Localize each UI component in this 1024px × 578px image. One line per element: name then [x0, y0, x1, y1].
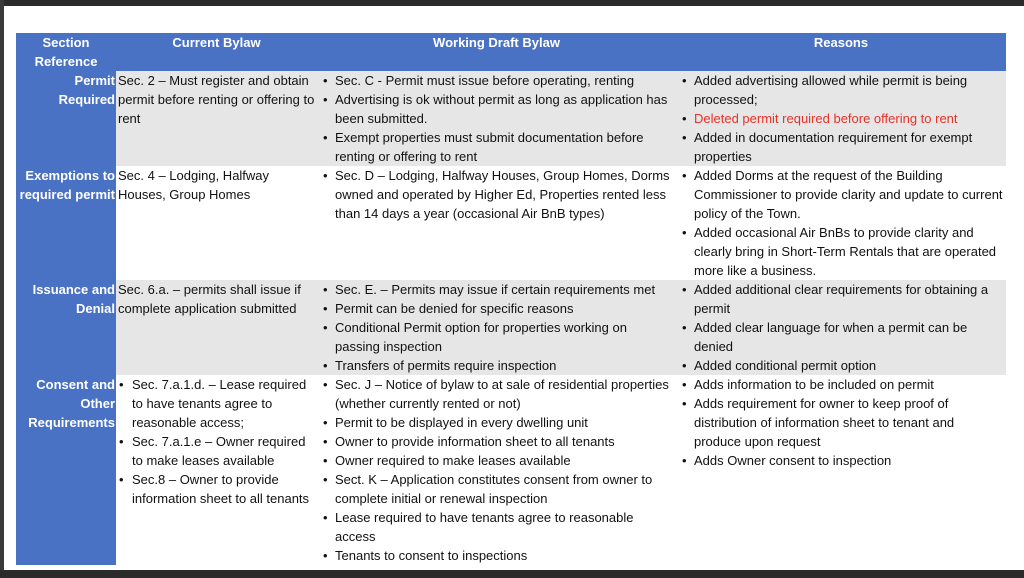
- list-item: • Added additional clear requirements for obtaining a permit: [678, 280, 1004, 318]
- header-row: [16, 33, 1006, 71]
- list-item: • Added conditional permit option: [678, 356, 1004, 375]
- list-item: • Sec. J – Notice of bylaw to at sale of residential properties (whether currently rented or not): [319, 375, 674, 413]
- list-item: • Sec.8 – Owner to provide information sheet to all tenants: [118, 470, 315, 508]
- list-item: • Adds Owner consent to inspection: [678, 451, 1004, 470]
- window-top-bar: [0, 0, 1024, 6]
- current-bylaw-cell: [116, 280, 317, 375]
- section-reference: Issuance and Denial: [16, 280, 116, 375]
- current-bylaw-text: Sec. 2 – Must register and obtain permit before renting or offering to rent: [118, 73, 315, 126]
- table-row: [16, 375, 1006, 565]
- draft-bylaw-cell: [317, 166, 676, 280]
- list-item: • Owner to provide information sheet to all tenants: [319, 432, 674, 451]
- list-item: • Adds information to be included on permit: [678, 375, 1004, 394]
- current-bylaw-cell: [116, 375, 317, 565]
- list-item: • Lease required to have tenants agree to reasonable access: [319, 508, 674, 546]
- list-item: • Added clear language for when a permit can be denied: [678, 318, 1004, 356]
- list-item: • Sec. E. – Permits may issue if certain requirements met: [319, 280, 674, 299]
- current-bylaw-text: Sec. 6.a. – permits shall issue if complete application submitted: [118, 282, 301, 316]
- table-row: [16, 280, 1006, 375]
- section-reference: Permit Required: [16, 71, 116, 166]
- current-bylaw-text: Sec. 4 – Lodging, Halfway Houses, Group Homes: [118, 168, 270, 202]
- list-item: • Owner required to make leases available: [319, 451, 674, 470]
- header-current-bylaw: Current Bylaw: [116, 33, 317, 71]
- draft-bylaw-cell: [317, 280, 676, 375]
- table-row: [16, 166, 1006, 280]
- list-item-highlighted: • Deleted permit required before offering to rent: [678, 109, 1004, 128]
- list-item: • Exempt properties must submit documentation before renting or offering to rent: [319, 128, 674, 166]
- list-item: • Sec. C - Permit must issue before operating, renting: [319, 71, 674, 90]
- current-bylaw-cell: [116, 166, 317, 280]
- section-reference: Exemptions to required permit: [16, 166, 116, 280]
- list-item: • Added advertising allowed while permit is being processed;: [678, 71, 1004, 109]
- header-section-reference: Section Reference: [16, 33, 116, 71]
- draft-bylaw-cell: [317, 71, 676, 166]
- current-bylaw-cell: [116, 71, 317, 166]
- list-item: • Added occasional Air BnBs to provide clarity and clearly bring in Short-Term Rentals that are operated more like a business.: [678, 223, 1004, 280]
- list-item: • Advertising is ok without permit as long as application has been submitted.: [319, 90, 674, 128]
- list-item: • Transfers of permits require inspection: [319, 356, 674, 375]
- table-row: [16, 71, 1006, 166]
- list-item: • Permit to be displayed in every dwelling unit: [319, 413, 674, 432]
- list-item: • Adds requirement for owner to keep proof of distribution of information sheet to tenant and produce upon request: [678, 394, 1004, 451]
- bylaw-comparison-table: [16, 33, 1006, 565]
- list-item: • Added Dorms at the request of the Building Commissioner to provide clarity and update to current policy of the Town.: [678, 166, 1004, 223]
- header-reasons: Reasons: [676, 33, 1006, 71]
- list-item: • Tenants to consent to inspections: [319, 546, 674, 565]
- reasons-cell: [676, 375, 1006, 565]
- list-item: • Sec. D – Lodging, Halfway Houses, Group Homes, Dorms owned and operated by Higher Ed, Properties rented less than 14 days a year (occasional Air BnB types): [319, 166, 674, 223]
- section-reference: Consent and Other Requirements: [16, 375, 116, 565]
- list-item: • Sec. 7.a.1.e – Owner required to make leases available: [118, 432, 315, 470]
- draft-bylaw-cell: [317, 375, 676, 565]
- list-item: • Sec. 7.a.1.d. – Lease required to have tenants agree to reasonable access;: [118, 375, 315, 432]
- window-bottom-bar: [0, 570, 1024, 578]
- list-item: • Permit can be denied for specific reasons: [319, 299, 674, 318]
- reasons-cell: [676, 280, 1006, 375]
- list-item: • Sect. K – Application constitutes consent from owner to complete initial or renewal inspection: [319, 470, 674, 508]
- window-left-edge: [0, 0, 4, 578]
- header-working-draft-bylaw: Working Draft Bylaw: [317, 33, 676, 71]
- list-item: • Conditional Permit option for properties working on passing inspection: [319, 318, 674, 356]
- reasons-cell: [676, 71, 1006, 166]
- list-item: • Added in documentation requirement for exempt properties: [678, 128, 1004, 166]
- reasons-cell: [676, 166, 1006, 280]
